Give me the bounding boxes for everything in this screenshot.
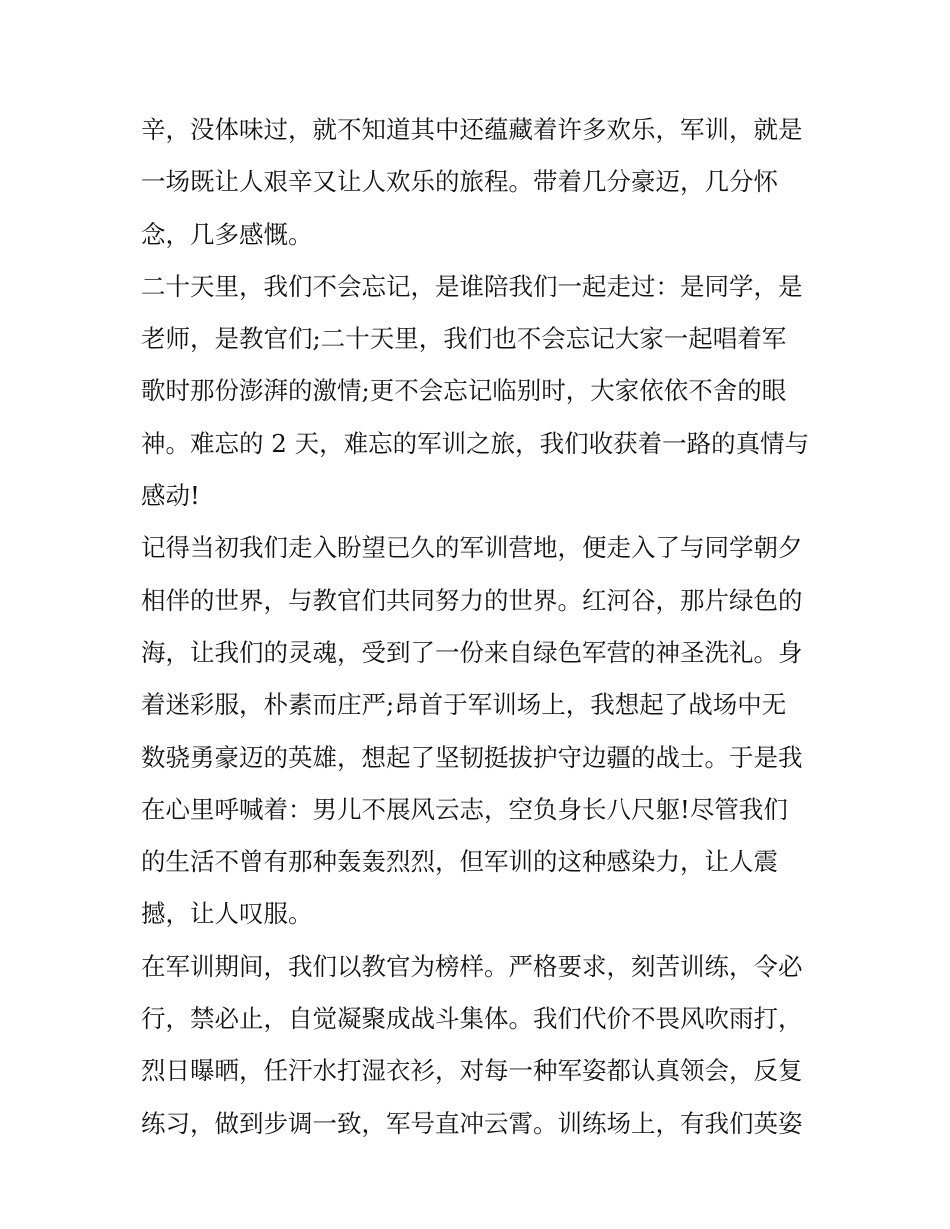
text-line: 着迷彩服，朴素而庄严;昂首于军训场上，我想起了战场中无 <box>141 690 787 720</box>
text-line: 行，禁必止，自觉凝聚成战斗集体。我们代价不畏风吹雨打， <box>141 1004 803 1034</box>
text-line: 海，让我们的灵魂，受到了一份来自绿色军营的神圣洗礼。身 <box>141 637 803 667</box>
text-line: 歌时那份澎湃的激情;更不会忘记临别时，大家依依不舍的眼 <box>141 376 787 406</box>
body-text <box>141 104 821 1150</box>
text-line: 烈日曝晒，任汗水打湿衣衫，对每一种军姿都认真领会，反复 <box>141 1056 803 1086</box>
text-line: 神。难忘的 2 天，难忘的军训之旅，我们收获着一路的真情与 <box>141 428 810 458</box>
text-line: 一场既让人艰辛又让人欢乐的旅程。带着几分豪迈，几分怀 <box>141 167 778 197</box>
text-line: 数骁勇豪迈的英雄，想起了坚韧挺拔护守边疆的战士。于是我 <box>141 742 803 772</box>
text-line: 在心里呼喊着：男儿不展风云志，空负身长八尺躯!尽管我们 <box>141 794 788 824</box>
text-line: 辛，没体味过，就不知道其中还蕴藏着许多欢乐，军训，就是 <box>141 115 803 144</box>
text-line: 撼，让人叹服。 <box>141 899 313 929</box>
text-line: 念，几多感慨。 <box>141 219 313 249</box>
text-line: 相伴的世界，与教官们共同努力的世界。红河谷，那片绿色的 <box>141 585 803 615</box>
text-line: 练习，做到步调一致，军号直冲云霄。训练场上，有我们英姿 <box>141 1108 803 1138</box>
text-line: 二十天里，我们不会忘记，是谁陪我们一起走过：是同学，是 <box>141 271 803 301</box>
text-line: 感动! <box>141 481 200 511</box>
text-line: 记得当初我们走入盼望已久的军训营地，便走入了与同学朝夕 <box>141 533 803 563</box>
text-line: 老师，是教官们;二十天里，我们也不会忘记大家一起唱着军 <box>141 324 787 354</box>
text-line: 的生活不曾有那种轰轰烈烈，但军训的这种感染力，让人震 <box>141 847 778 877</box>
text-line: 在军训期间，我们以教官为榜样。严格要求，刻苦训练，令必 <box>141 951 803 981</box>
